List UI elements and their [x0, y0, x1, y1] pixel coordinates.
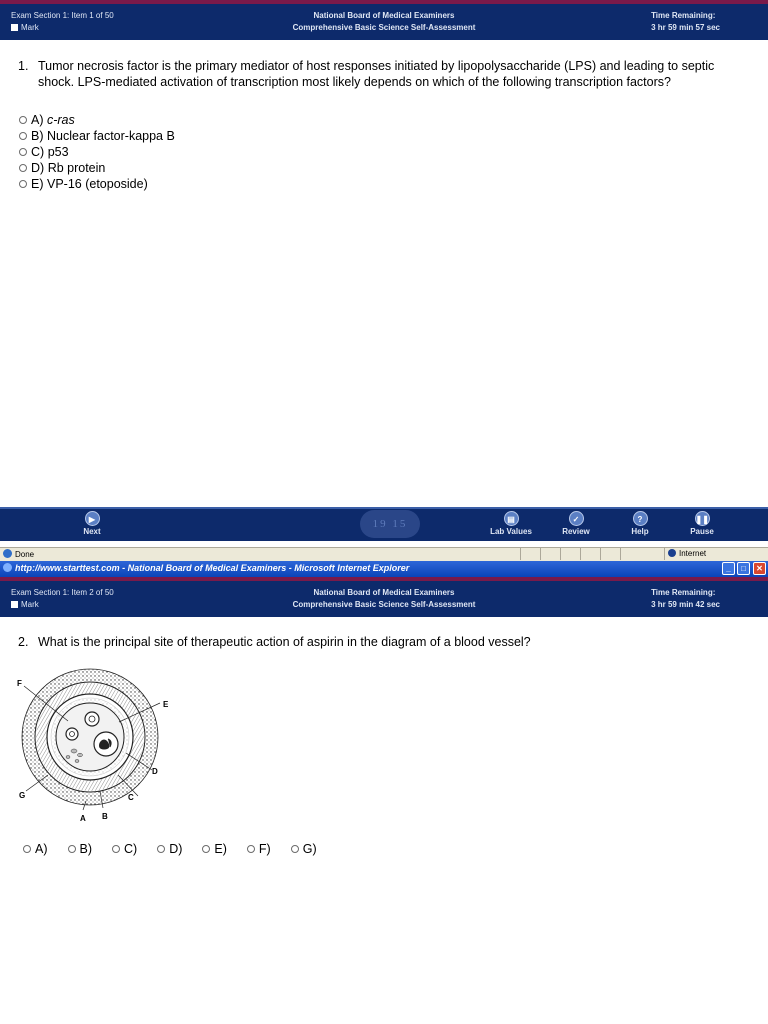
option-c[interactable]: [112, 841, 137, 857]
help-label: Help: [631, 527, 649, 536]
option-b[interactable]: [68, 841, 93, 857]
help-icon: ?: [633, 511, 648, 526]
item-counter: Exam Section 1: Item 2 of 50: [11, 588, 114, 597]
option-text: p53: [47, 145, 69, 159]
platelet: [71, 749, 77, 753]
option-e[interactable]: [19, 176, 175, 192]
blood-vessel-diagram: [14, 667, 184, 827]
org-name: National Board of Medical Examiners: [313, 588, 455, 597]
option-letter: E): [214, 842, 227, 856]
exam-header: [0, 0, 768, 40]
option-b[interactable]: [19, 128, 175, 144]
option-d[interactable]: [19, 160, 175, 176]
radio-icon[interactable]: [291, 845, 299, 853]
status-divider: [620, 548, 621, 560]
option-letter: B): [79, 842, 92, 856]
diagram-label-f: F: [17, 679, 22, 688]
item-counter: Exam Section 1: Item 1 of 50: [11, 11, 114, 20]
radio-icon[interactable]: [157, 845, 165, 853]
timer: [651, 10, 720, 34]
option-text: Nuclear factor-kappa B: [46, 129, 175, 143]
status-divider: [540, 548, 541, 560]
radio-icon[interactable]: [247, 845, 255, 853]
option-letter: D): [31, 161, 45, 175]
next-label: Next: [83, 527, 101, 536]
answer-options: [19, 112, 175, 192]
option-f[interactable]: [247, 841, 271, 857]
diagram-label-c: C: [128, 793, 134, 802]
option-e[interactable]: [202, 841, 227, 857]
option-text: Rb protein: [47, 161, 106, 175]
radio-icon[interactable]: [19, 132, 27, 140]
timer-value: 3 hr 59 min 57 sec: [651, 23, 720, 32]
exam-name: Comprehensive Basic Science Self-Assessment: [292, 600, 476, 609]
status-divider: [600, 548, 601, 560]
window-title: [3, 563, 409, 573]
option-g[interactable]: [291, 841, 317, 857]
lab-icon: ▤: [504, 511, 519, 526]
status-divider: [580, 548, 581, 560]
radio-icon[interactable]: [202, 845, 210, 853]
play-icon: ▶: [85, 511, 100, 526]
pause-icon: ❚❚: [695, 511, 710, 526]
timer-label: Time Remaining:: [651, 11, 716, 20]
status-divider: [560, 548, 561, 560]
review-label: Review: [562, 527, 590, 536]
option-letter: C): [124, 842, 138, 856]
lab-values-label: Lab Values: [490, 527, 532, 536]
radio-icon[interactable]: [23, 845, 31, 853]
exam-toolbar: [0, 507, 768, 541]
org-name: National Board of Medical Examiners: [313, 11, 455, 20]
platelet: [78, 753, 83, 757]
radio-icon[interactable]: [19, 116, 27, 124]
question-number: 2.: [18, 635, 29, 649]
browser-status-bar: [0, 547, 768, 561]
zone-text: Internet: [679, 549, 707, 558]
answer-options: [23, 841, 337, 857]
review-button[interactable]: [546, 511, 606, 536]
lab-values-button[interactable]: [481, 511, 541, 536]
mark-label: Mark: [21, 600, 39, 609]
question-number: 1.: [18, 59, 29, 73]
page-icon: [3, 549, 12, 558]
exam-window-item-2: [0, 577, 768, 1024]
red-cell-center: [89, 716, 95, 722]
diagram-label-d: D: [152, 767, 158, 776]
globe-icon: [668, 549, 676, 557]
option-letter: D): [169, 842, 183, 856]
timer-value: 3 hr 59 min 42 sec: [651, 600, 720, 609]
option-a[interactable]: [19, 112, 175, 128]
pause-label: Pause: [690, 527, 714, 536]
option-letter: F): [258, 842, 271, 856]
radio-icon[interactable]: [68, 845, 76, 853]
option-d[interactable]: [157, 841, 182, 857]
option-letter: B): [31, 129, 44, 143]
status-zone: [668, 549, 706, 558]
platelet: [75, 760, 79, 763]
radio-icon[interactable]: [112, 845, 120, 853]
option-a[interactable]: [23, 841, 48, 857]
check-icon: ✓: [569, 511, 584, 526]
option-letter: A): [35, 842, 48, 856]
close-button[interactable]: ✕: [753, 562, 766, 575]
exam-header: [0, 577, 768, 617]
question-text: Tumor necrosis factor is the primary mediator of host responses initiated by lipopolysaccharide (LPS) and leading to septic shock. LPS-mediated activation of transcription most likely depends on which of the following transcription factors?: [38, 59, 715, 89]
option-text: c-ras: [46, 113, 75, 127]
platelet: [66, 756, 70, 759]
next-button[interactable]: [62, 511, 122, 536]
option-c[interactable]: [19, 144, 175, 160]
option-letter: C): [31, 145, 45, 159]
status-text: Done: [15, 550, 35, 559]
option-text: VP-16 (etoposide): [46, 177, 148, 191]
timer: [651, 587, 720, 611]
radio-icon[interactable]: [19, 164, 27, 172]
window-title-text: http://www.starttest.com - National Board of Medical Examiners - Microsoft Internet Explorer: [15, 563, 410, 573]
pause-button[interactable]: [672, 511, 732, 536]
ie-icon: [3, 563, 12, 572]
exam-name: Comprehensive Basic Science Self-Assessment: [292, 23, 476, 32]
status-left: [3, 549, 34, 559]
timer-label: Time Remaining:: [651, 588, 716, 597]
minimize-button[interactable]: _: [722, 562, 735, 575]
maximize-button[interactable]: □: [737, 562, 750, 575]
status-divider: [520, 548, 521, 560]
diagram-label-g: G: [19, 791, 26, 800]
help-button[interactable]: [610, 511, 670, 536]
option-letter: E): [31, 177, 44, 191]
red-cell-center: [70, 732, 75, 737]
option-letter: G): [302, 842, 317, 856]
radio-icon[interactable]: [19, 180, 27, 188]
option-letter: A): [31, 113, 44, 127]
radio-icon[interactable]: [19, 148, 27, 156]
mark-label: Mark: [21, 23, 39, 32]
diagram-label-e: E: [163, 700, 169, 709]
browser-title-bar[interactable]: [0, 561, 768, 577]
question-text: What is the principal site of therapeutic action of aspirin in the diagram of a blood vessel?: [38, 635, 531, 649]
status-divider: [664, 548, 665, 560]
diagram-label-a: A: [80, 814, 86, 823]
nbme-seal-icon: 19 15: [360, 510, 420, 538]
diagram-label-b: B: [102, 812, 108, 821]
